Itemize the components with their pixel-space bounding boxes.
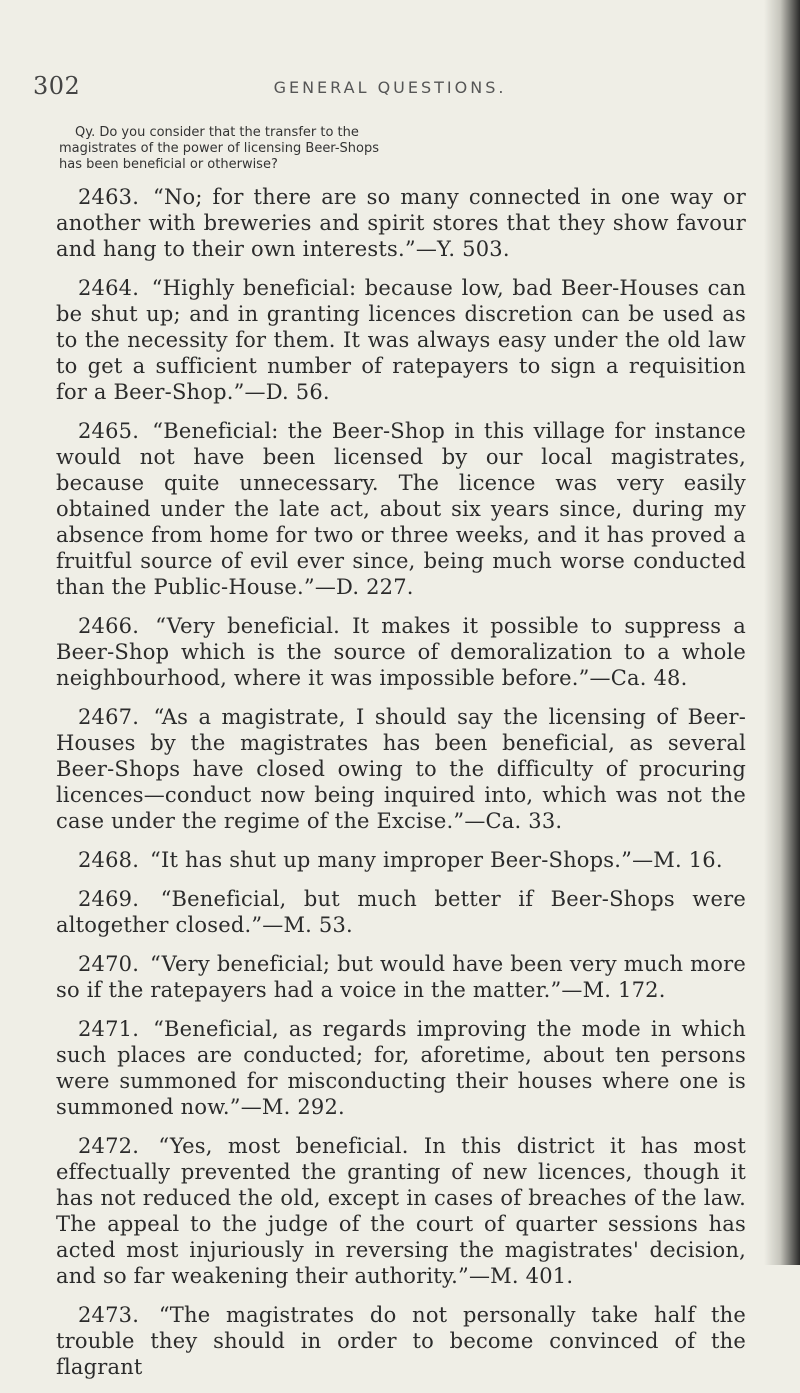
answer-paragraph xyxy=(56,704,746,834)
answer-number: 2472. xyxy=(78,1134,140,1158)
answer-text: “No; for there are so many connected in one way or another with breweries and spirit stores that they show favour and hang to their own interests.”—Y. 503. xyxy=(56,185,746,261)
answer-text: “The magistrates do not personally take half the trouble they should in order to become convinced of the flagrant xyxy=(56,1303,746,1379)
answer-paragraph xyxy=(56,886,746,938)
answer-paragraph xyxy=(56,418,746,600)
page-header xyxy=(33,72,747,102)
answer-number: 2470. xyxy=(78,952,140,976)
answer-paragraph xyxy=(56,1016,746,1120)
page-edge-shadow xyxy=(764,0,800,1265)
answer-number: 2466. xyxy=(78,614,140,638)
answer-paragraph xyxy=(56,951,746,1003)
answer-paragraph xyxy=(56,847,746,873)
answer-text: “Beneficial, as regards improving the mode in which such places are conducted; for, aforetime, about ten persons were summoned for misconducting their houses where one is summoned now.”—M. 292. xyxy=(56,1017,746,1119)
answer-paragraph xyxy=(56,1133,746,1289)
question-text: Qy. Do you consider that the transfer to the magistrates of the power of licensing Beer-Shops has been beneficial or otherwise? xyxy=(59,125,379,172)
answer-number: 2467. xyxy=(78,705,140,729)
answer-paragraph xyxy=(56,1302,746,1380)
answer-text: “Very beneficial. It makes it possible to suppress a Beer-Shop which is the source of demoralization to a whole neighbourhood, where it was impossible before.”—Ca. 48. xyxy=(56,614,746,690)
answer-number: 2471. xyxy=(78,1017,140,1041)
answer-text: “As a magistrate, I should say the licensing of Beer-Houses by the magistrates has been beneficial, as several Beer-Shops have closed owing to the difficulty of procuring licences—conduct now being inquired into, which was not the case under the regime of the Excise.”—Ca. 33. xyxy=(56,705,746,833)
answer-text: “It has shut up many improper Beer-Shops.”—M. 16. xyxy=(150,848,723,872)
answer-text: “Very beneficial; but would have been very much more so if the ratepayers had a voice in the matter.”—M. 172. xyxy=(56,952,746,1002)
answer-number: 2463. xyxy=(78,185,140,209)
answer-paragraph xyxy=(56,275,746,405)
answer-text: “Yes, most beneficial. In this district it has most effectually prevented the granting of new licences, though it has not reduced the old, except in cases of breaches of the law. The appeal to the judge of the court of quarter sessions has acted most injuriously in reversing the magistrates' decision, and so far weakening their authority.”—M. 401. xyxy=(56,1134,746,1288)
running-head: GENERAL QUESTIONS. xyxy=(273,78,507,97)
answer-number: 2465. xyxy=(78,419,140,443)
answer-text: “Beneficial: the Beer-Shop in this village for instance would not have been licensed by our local magistrates, because quite unnecessary. The licence was very easily obtained under the late act, about six years since, during my absence from home for two or three weeks, and it has proved a fruitful source of evil ever since, being much worse conducted than the Public-House.”—D. 227. xyxy=(56,419,746,599)
page-number: 302 xyxy=(33,72,81,100)
answer-paragraph xyxy=(56,613,746,691)
answer-number: 2469. xyxy=(78,887,140,911)
answer-number: 2464. xyxy=(78,276,140,300)
answer-number: 2468. xyxy=(78,848,140,872)
answer-number: 2473. xyxy=(78,1303,140,1327)
answer-text: “Beneficial, but much better if Beer-Shops were altogether closed.”—M. 53. xyxy=(56,887,746,937)
answers-list xyxy=(56,184,746,1393)
answer-paragraph xyxy=(56,184,746,262)
answer-text: “Highly beneficial: because low, bad Beer-Houses can be shut up; and in granting licences discretion can be used as to the necessity for them. It was always easy under the old law to get a sufficient number of ratepayers to sign a requisition for a Beer-Shop.”—D. 56. xyxy=(56,276,746,404)
